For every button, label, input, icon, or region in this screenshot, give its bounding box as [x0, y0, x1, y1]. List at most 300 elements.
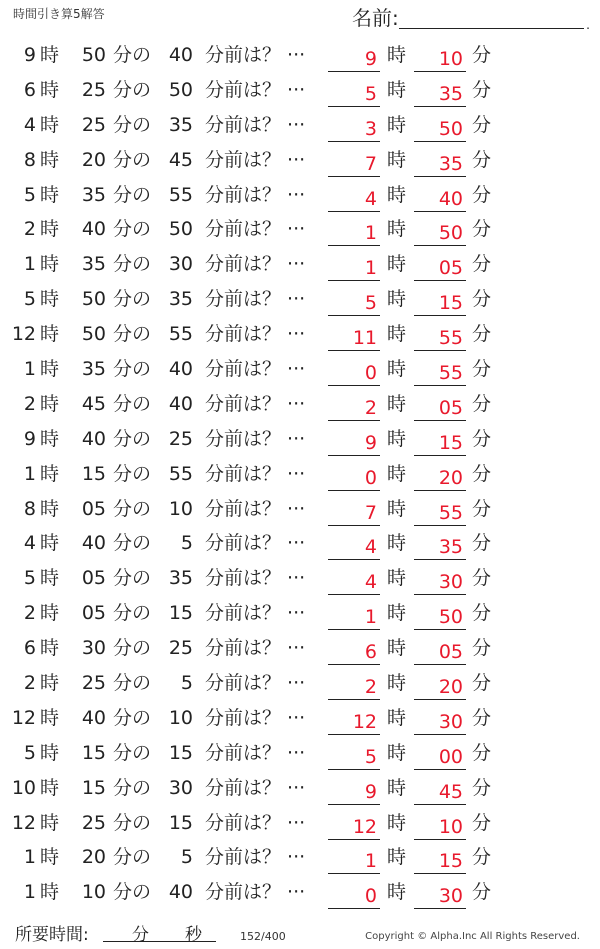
question-tail: 分前は？ ··· — [205, 113, 306, 136]
answer-hour: 0 — [364, 362, 377, 385]
hour-unit: 時 — [40, 706, 60, 729]
answer-minute-box[interactable] — [414, 530, 466, 560]
minute-of-unit: 分の — [113, 637, 152, 660]
answer-hour-box[interactable] — [328, 321, 380, 351]
minutes-before: 55 — [168, 462, 193, 485]
start-minute: 20 — [81, 148, 106, 171]
start-minute: 35 — [81, 253, 106, 276]
answer-minute-box[interactable] — [414, 251, 466, 281]
start-hour: 12 — [11, 811, 36, 834]
start-hour: 5 — [23, 567, 36, 590]
answer-minute-unit: 分 — [472, 218, 492, 241]
minute-of-unit: 分の — [113, 253, 152, 276]
answer-hour-box[interactable] — [328, 461, 380, 491]
answer-hour-unit: 時 — [387, 253, 407, 276]
answer-minute-unit: 分 — [472, 323, 492, 346]
answer-minute: 15 — [438, 431, 463, 454]
hour-unit: 時 — [40, 846, 60, 869]
time-required-label: 所要時間: — [15, 925, 89, 945]
question-tail: 分前は？ ··· — [205, 427, 306, 450]
answer-hour-unit: 時 — [387, 288, 407, 311]
answer-hour-box[interactable] — [328, 391, 380, 421]
minute-of-unit: 分の — [113, 776, 152, 799]
answer-hour: 9 — [364, 431, 377, 454]
answer-hour-unit: 時 — [387, 497, 407, 520]
answer-minute-box[interactable] — [414, 321, 466, 351]
answer-hour-unit: 時 — [387, 113, 407, 136]
answer-minute-box[interactable] — [414, 705, 466, 735]
minutes-unit: 分 — [132, 925, 149, 945]
answer-hour: 6 — [364, 641, 377, 664]
minute-of-unit: 分の — [113, 218, 152, 241]
minutes-before: 50 — [168, 218, 193, 241]
problem-row — [0, 596, 600, 631]
answer-minute: 15 — [438, 850, 463, 873]
answer-hour-unit: 時 — [387, 392, 407, 415]
answer-minute-box[interactable] — [414, 844, 466, 874]
start-minute: 15 — [81, 741, 106, 764]
start-minute: 25 — [81, 78, 106, 101]
problem-row — [0, 178, 600, 213]
answer-hour: 4 — [364, 187, 377, 210]
problem-row — [0, 38, 600, 73]
problem-row — [0, 492, 600, 527]
problem-row — [0, 143, 600, 178]
start-minute: 05 — [81, 497, 106, 520]
start-minute: 35 — [81, 358, 106, 381]
answer-minute-box[interactable] — [414, 565, 466, 595]
hour-unit: 時 — [40, 532, 60, 555]
start-hour: 8 — [23, 497, 36, 520]
minute-of-unit: 分の — [113, 148, 152, 171]
start-minute: 40 — [81, 218, 106, 241]
start-minute: 15 — [81, 462, 106, 485]
answer-hour-unit: 時 — [387, 741, 407, 764]
answer-hour-box[interactable] — [328, 112, 380, 142]
answer-minute-unit: 分 — [472, 497, 492, 520]
answer-minute-unit: 分 — [472, 602, 492, 625]
answer-minute: 00 — [438, 745, 463, 768]
answer-minute-unit: 分 — [472, 706, 492, 729]
answer-minute-unit: 分 — [472, 846, 492, 869]
minutes-before: 35 — [168, 113, 193, 136]
question-tail: 分前は？ ··· — [205, 462, 306, 485]
answer-minute: 20 — [438, 466, 463, 489]
hour-unit: 時 — [40, 392, 60, 415]
problem-row — [0, 526, 600, 561]
answer-minute-box[interactable] — [414, 147, 466, 177]
minutes-before: 5 — [180, 672, 193, 695]
minute-of-unit: 分の — [113, 672, 152, 695]
answer-minute-box[interactable] — [414, 775, 466, 805]
name-underline — [399, 28, 584, 29]
minute-of-unit: 分の — [113, 323, 152, 346]
problem-row — [0, 422, 600, 457]
answer-hour-box[interactable] — [328, 740, 380, 770]
start-hour: 2 — [23, 602, 36, 625]
minute-of-unit: 分の — [113, 602, 152, 625]
answer-hour-box[interactable] — [328, 775, 380, 805]
start-minute: 25 — [81, 811, 106, 834]
answer-hour-box[interactable] — [328, 251, 380, 281]
answer-hour: 5 — [364, 745, 377, 768]
question-tail: 分前は？ ··· — [205, 44, 306, 66]
question-tail: 分前は？ ··· — [205, 706, 306, 729]
answer-hour-unit: 時 — [387, 672, 407, 695]
question-tail: 分前は？ ··· — [205, 637, 306, 660]
answer-hour: 4 — [364, 571, 377, 594]
minutes-before: 40 — [168, 881, 193, 904]
answer-hour: 2 — [364, 676, 377, 699]
hour-unit: 時 — [40, 497, 60, 520]
answer-minute: 05 — [438, 641, 463, 664]
seconds-unit: 秒 — [185, 925, 202, 945]
problem-row — [0, 457, 600, 492]
answer-minute-unit: 分 — [472, 741, 492, 764]
answer-minute-box[interactable] — [414, 356, 466, 386]
minutes-before: 30 — [168, 776, 193, 799]
answer-hour-unit: 時 — [387, 183, 407, 206]
start-minute: 05 — [81, 602, 106, 625]
page-number: 152/400 — [240, 930, 286, 943]
start-hour: 1 — [23, 462, 36, 485]
hour-unit: 時 — [40, 218, 60, 241]
question-tail: 分前は？ ··· — [205, 881, 306, 904]
question-tail: 分前は？ ··· — [205, 358, 306, 381]
answer-minute-unit: 分 — [472, 462, 492, 485]
question-tail: 分前は？ ··· — [205, 148, 306, 171]
answer-hour-unit: 時 — [387, 44, 407, 66]
start-hour: 12 — [11, 706, 36, 729]
answer-hour: 1 — [364, 257, 377, 280]
answer-minute-unit: 分 — [472, 427, 492, 450]
hour-unit: 時 — [40, 776, 60, 799]
answer-hour-unit: 時 — [387, 427, 407, 450]
minutes-before: 25 — [168, 427, 193, 450]
start-minute: 20 — [81, 846, 106, 869]
answer-minute: 45 — [438, 780, 463, 803]
question-tail: 分前は？ ··· — [205, 78, 306, 101]
minute-of-unit: 分の — [113, 288, 152, 311]
answer-hour-unit: 時 — [387, 78, 407, 101]
answer-minute-unit: 分 — [472, 44, 492, 66]
start-minute: 45 — [81, 392, 106, 415]
start-hour: 1 — [23, 358, 36, 381]
hour-unit: 時 — [40, 567, 60, 590]
minute-of-unit: 分の — [113, 706, 152, 729]
minute-of-unit: 分の — [113, 497, 152, 520]
start-minute: 40 — [81, 706, 106, 729]
minutes-before: 40 — [168, 358, 193, 381]
question-tail: 分前は？ ··· — [205, 602, 306, 625]
answer-minute-box[interactable] — [414, 286, 466, 316]
answer-minute-box[interactable] — [414, 426, 466, 456]
answer-minute-unit: 分 — [472, 288, 492, 311]
problem-row — [0, 561, 600, 596]
start-hour: 9 — [23, 44, 36, 66]
answer-minute-box[interactable] — [414, 391, 466, 421]
problem-row — [0, 108, 600, 143]
answer-minute-unit: 分 — [472, 392, 492, 415]
answer-hour-unit: 時 — [387, 776, 407, 799]
minutes-before: 45 — [168, 148, 193, 171]
answer-minute: 20 — [438, 676, 463, 699]
answer-minute: 05 — [438, 257, 463, 280]
answer-hour-box[interactable] — [328, 356, 380, 386]
answer-minute-box[interactable] — [414, 670, 466, 700]
question-tail: 分前は？ ··· — [205, 288, 306, 311]
answer-hour-unit: 時 — [387, 602, 407, 625]
answer-minute-box[interactable] — [414, 496, 466, 526]
question-tail: 分前は？ ··· — [205, 776, 306, 799]
problem-row — [0, 840, 600, 875]
question-tail: 分前は？ ··· — [205, 497, 306, 520]
answer-hour-unit: 時 — [387, 462, 407, 485]
question-tail: 分前は？ ··· — [205, 323, 306, 346]
answer-minute: 35 — [438, 536, 463, 559]
answer-hour-unit: 時 — [387, 706, 407, 729]
answer-minute-box[interactable] — [414, 461, 466, 491]
problem-row — [0, 875, 600, 910]
answer-hour: 12 — [352, 815, 377, 838]
minutes-before: 5 — [180, 846, 193, 869]
start-minute: 50 — [81, 288, 106, 311]
answer-hour-box[interactable] — [328, 182, 380, 212]
answer-hour-box[interactable] — [328, 426, 380, 456]
worksheet-title: 時間引き算5解答 — [13, 7, 105, 21]
hour-unit: 時 — [40, 741, 60, 764]
start-hour: 10 — [11, 776, 36, 799]
answer-hour-unit: 時 — [387, 811, 407, 834]
answer-hour-box[interactable] — [328, 42, 380, 72]
question-tail: 分前は？ ··· — [205, 218, 306, 241]
answer-hour: 1 — [364, 222, 377, 245]
answer-minute-box[interactable] — [414, 182, 466, 212]
answer-minute-unit: 分 — [472, 78, 492, 101]
minutes-before: 15 — [168, 741, 193, 764]
answer-hour-box[interactable] — [328, 147, 380, 177]
hour-unit: 時 — [40, 672, 60, 695]
answer-minute: 50 — [438, 117, 463, 140]
answer-minute: 30 — [438, 571, 463, 594]
problem-row — [0, 631, 600, 666]
question-tail: 分前は？ ··· — [205, 846, 306, 869]
minute-of-unit: 分の — [113, 741, 152, 764]
start-minute: 05 — [81, 567, 106, 590]
question-tail: 分前は？ ··· — [205, 253, 306, 276]
start-hour: 5 — [23, 288, 36, 311]
minutes-before: 55 — [168, 323, 193, 346]
answer-minute-unit: 分 — [472, 532, 492, 555]
minutes-before: 35 — [168, 288, 193, 311]
answer-minute-box[interactable] — [414, 635, 466, 665]
problem-row — [0, 282, 600, 317]
hour-unit: 時 — [40, 811, 60, 834]
answer-hour: 7 — [364, 501, 377, 524]
hour-unit: 時 — [40, 881, 60, 904]
answer-minute-unit: 分 — [472, 672, 492, 695]
answer-hour-box[interactable] — [328, 600, 380, 630]
problem-row — [0, 666, 600, 701]
answer-minute: 05 — [438, 396, 463, 419]
answer-hour-box[interactable] — [328, 879, 380, 909]
minutes-before: 10 — [168, 497, 193, 520]
answer-minute-unit: 分 — [472, 113, 492, 136]
minutes-before: 35 — [168, 567, 193, 590]
minutes-before: 15 — [168, 602, 193, 625]
name-field[interactable] — [352, 6, 590, 30]
name-end-dot: . — [586, 18, 590, 32]
problem-row — [0, 247, 600, 282]
minute-of-unit: 分の — [113, 532, 152, 555]
minute-of-unit: 分の — [113, 78, 152, 101]
answer-minute-box[interactable] — [414, 42, 466, 72]
start-minute: 40 — [81, 427, 106, 450]
question-tail: 分前は？ ··· — [205, 532, 306, 555]
problem-row — [0, 387, 600, 422]
answer-hour: 5 — [364, 82, 377, 105]
start-minute: 25 — [81, 672, 106, 695]
answer-hour: 5 — [364, 292, 377, 315]
answer-minute-box[interactable] — [414, 216, 466, 246]
answer-minute-unit: 分 — [472, 881, 492, 904]
minute-of-unit: 分の — [113, 427, 152, 450]
answer-minute-unit: 分 — [472, 358, 492, 381]
start-hour: 1 — [23, 253, 36, 276]
answer-hour-unit: 時 — [387, 567, 407, 590]
start-hour: 1 — [23, 846, 36, 869]
start-hour: 6 — [23, 78, 36, 101]
time-required — [15, 920, 202, 945]
answer-hour-box[interactable] — [328, 496, 380, 526]
answer-minute: 35 — [438, 152, 463, 175]
question-tail: 分前は？ ··· — [205, 741, 306, 764]
answer-hour: 3 — [364, 117, 377, 140]
hour-unit: 時 — [40, 148, 60, 171]
answer-minute-box[interactable] — [414, 600, 466, 630]
start-hour: 5 — [23, 183, 36, 206]
answer-hour-unit: 時 — [387, 358, 407, 381]
start-hour: 1 — [23, 881, 36, 904]
hour-unit: 時 — [40, 288, 60, 311]
start-minute: 30 — [81, 637, 106, 660]
answer-minute: 30 — [438, 710, 463, 733]
minutes-before: 10 — [168, 706, 193, 729]
hour-unit: 時 — [40, 602, 60, 625]
answer-hour: 11 — [352, 327, 377, 350]
answer-hour-unit: 時 — [387, 637, 407, 660]
start-hour: 12 — [11, 323, 36, 346]
answer-hour: 9 — [364, 48, 377, 70]
answer-hour: 7 — [364, 152, 377, 175]
answer-hour: 0 — [364, 466, 377, 489]
minutes-before: 30 — [168, 253, 193, 276]
minutes-before: 50 — [168, 78, 193, 101]
minute-of-unit: 分の — [113, 44, 152, 66]
answer-minute: 50 — [438, 222, 463, 245]
minute-of-unit: 分の — [113, 183, 152, 206]
problem-row — [0, 73, 600, 108]
answer-hour-box[interactable] — [328, 565, 380, 595]
start-hour: 6 — [23, 637, 36, 660]
answer-minute: 15 — [438, 292, 463, 315]
question-tail: 分前は？ ··· — [205, 392, 306, 415]
minutes-before: 15 — [168, 811, 193, 834]
answer-minute-box[interactable] — [414, 740, 466, 770]
answer-minute: 10 — [438, 48, 463, 70]
answer-hour: 0 — [364, 885, 377, 908]
answer-minute-unit: 分 — [472, 253, 492, 276]
answer-minute-box[interactable] — [414, 112, 466, 142]
answer-minute-unit: 分 — [472, 811, 492, 834]
question-tail: 分前は？ ··· — [205, 811, 306, 834]
minutes-before: 25 — [168, 637, 193, 660]
problem-row — [0, 771, 600, 806]
answer-minute-box[interactable] — [414, 879, 466, 909]
answer-minute-unit: 分 — [472, 148, 492, 171]
hour-unit: 時 — [40, 462, 60, 485]
question-tail: 分前は？ ··· — [205, 567, 306, 590]
start-minute: 50 — [81, 323, 106, 346]
problem-row — [0, 317, 600, 352]
answer-hour: 2 — [364, 396, 377, 419]
answer-minute: 35 — [438, 82, 463, 105]
minute-of-unit: 分の — [113, 358, 152, 381]
minutes-before: 40 — [168, 44, 193, 66]
answer-minute: 10 — [438, 815, 463, 838]
answer-hour-box[interactable] — [328, 286, 380, 316]
answer-hour-box[interactable] — [328, 810, 380, 840]
answer-minute-box[interactable] — [414, 810, 466, 840]
answer-hour-box[interactable] — [328, 635, 380, 665]
answer-hour-box[interactable] — [328, 670, 380, 700]
question-tail: 分前は？ ··· — [205, 183, 306, 206]
answer-hour-box[interactable] — [328, 844, 380, 874]
problem-row — [0, 736, 600, 771]
answer-minute: 55 — [438, 501, 463, 524]
answer-minute-unit: 分 — [472, 567, 492, 590]
start-hour: 9 — [23, 427, 36, 450]
hour-unit: 時 — [40, 358, 60, 381]
copyright: Copyright © Alpha.Inc All Rights Reserved. — [365, 931, 580, 942]
minute-of-unit: 分の — [113, 881, 152, 904]
answer-minute: 55 — [438, 362, 463, 385]
question-tail: 分前は？ ··· — [205, 672, 306, 695]
answer-hour: 9 — [364, 780, 377, 803]
problem-row — [0, 212, 600, 247]
start-minute: 40 — [81, 532, 106, 555]
minute-of-unit: 分の — [113, 811, 152, 834]
start-minute: 15 — [81, 776, 106, 799]
answer-hour-box[interactable] — [328, 530, 380, 560]
problem-row — [0, 806, 600, 841]
answer-hour-box[interactable] — [328, 705, 380, 735]
answer-hour-unit: 時 — [387, 218, 407, 241]
answer-hour-box[interactable] — [328, 216, 380, 246]
answer-hour-unit: 時 — [387, 148, 407, 171]
answer-hour: 1 — [364, 850, 377, 873]
answer-hour-unit: 時 — [387, 881, 407, 904]
answer-minute-box[interactable] — [414, 77, 466, 107]
minute-of-unit: 分の — [113, 462, 152, 485]
name-label: 名前: — [352, 6, 399, 30]
answer-hour-unit: 時 — [387, 323, 407, 346]
minute-of-unit: 分の — [113, 567, 152, 590]
problem-row — [0, 352, 600, 387]
answer-hour-box[interactable] — [328, 77, 380, 107]
start-minute: 50 — [81, 44, 106, 66]
answer-hour: 12 — [352, 710, 377, 733]
